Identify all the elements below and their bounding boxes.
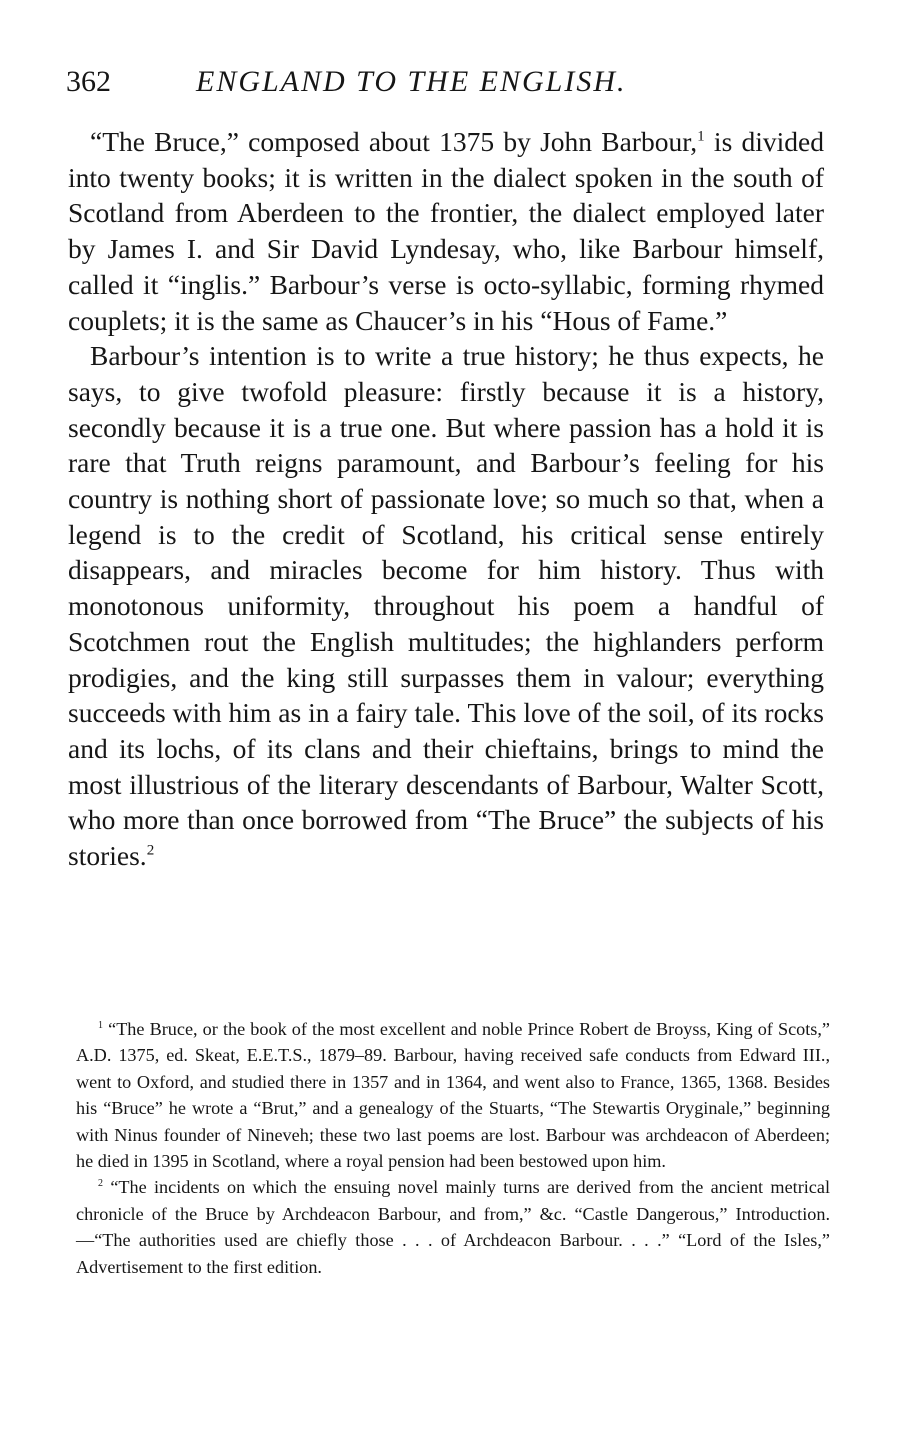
paragraph-1-text-b: is divided into twenty books; it is written in the dialect spoken in the south of Scotland from Aberdeen to the frontier, the dialect employed later by James I. and Sir David Lyndesay, who, like Barbour himself, called it “inglis.” Barbour’s verse is octo-syllabic, forming rhymed couplets; it is the same as Chaucer’s in his “Hous of Fame.” [68,126,824,336]
footnotes [76,1016,830,1280]
footnote-ref-2: 2 [146,842,155,859]
footnote-1-text-a: “The Bruce, or the book of the most excellent and noble Prince Robert de Broyss, King of Scots,” [108,1019,830,1039]
footnote-1 [76,1016,830,1174]
running-title: ENGLAND TO THE ENGLISH. [196,65,627,98]
paragraph-1 [68,124,824,338]
paragraph-1-text-a: “The Bruce,” composed about 1375 by John Barbour, [90,126,698,157]
page-number: 362 [66,65,111,98]
footnote-ref-1: 1 [697,128,705,145]
footnote-1-text-b: 1375, ed. Skeat, E.E.T.S., 1879–89. Barbour, having received safe conducts from Edward III., went to Oxford, and studied there in 1357 and in 1364, and went also to France, 1365, 1368. Besides his “Bruce” he wrote a “Brut,” and a genealogy of the Stuarts, “The Stewartis Oryginale,” beginning with Ninus founder of Nineveh; these two last poems are lost. Barbour was archdeacon of Aberdeen; he died in 1395 in Scotland, where a royal pension had been bestowed upon him. [76,1045,830,1172]
paragraph-2 [68,338,824,874]
footnote-2-text: “The incidents on which the ensuing novel mainly turns are derived from the ancient metrical chronicle of the Bruce by Archdeacon Barbour, and from,” &c. “Castle Dangerous,” Introduction.—“The authorities used are chiefly those . . . of Archdeacon Barbour. . . .” “Lord of the Isles,” Advertisement to the first edition. [76,1177,831,1277]
running-head [66,62,826,106]
main-text [68,124,824,874]
footnote-1-mark: 1 [98,1020,103,1031]
footnote-1-era: A.D. [76,1045,112,1066]
paragraph-2-text: Barbour’s intention is to write a true history; he thus expects, he says, to give twofold pleasure: firstly because it is a history, secondly because it is a true one. But where passion has a hold it is rare that Truth reigns paramount, and Barbour’s feeling for his country is nothing short of passionate love; so much so that, when a legend is to the credit of Scotland, his critical sense entirely disappears, and miracles become for him history. Thus with monotonous uniformity, throughout his poem a handful of Scotchmen rout the English multitudes; the highlanders perform prodigies, and the king still surpasses them in valour; everything succeeds with him as in a fairy tale. This love of the soil, of its rocks and its lochs, of its clans and their chieftains, brings to mind the most illustrious of the literary descendants of Barbour, Walter Scott, who more than once borrowed from “The Bruce” the subjects of his stories. [68,340,824,872]
footnote-2-mark: 2 [98,1178,103,1190]
footnote-2 [76,1174,830,1280]
